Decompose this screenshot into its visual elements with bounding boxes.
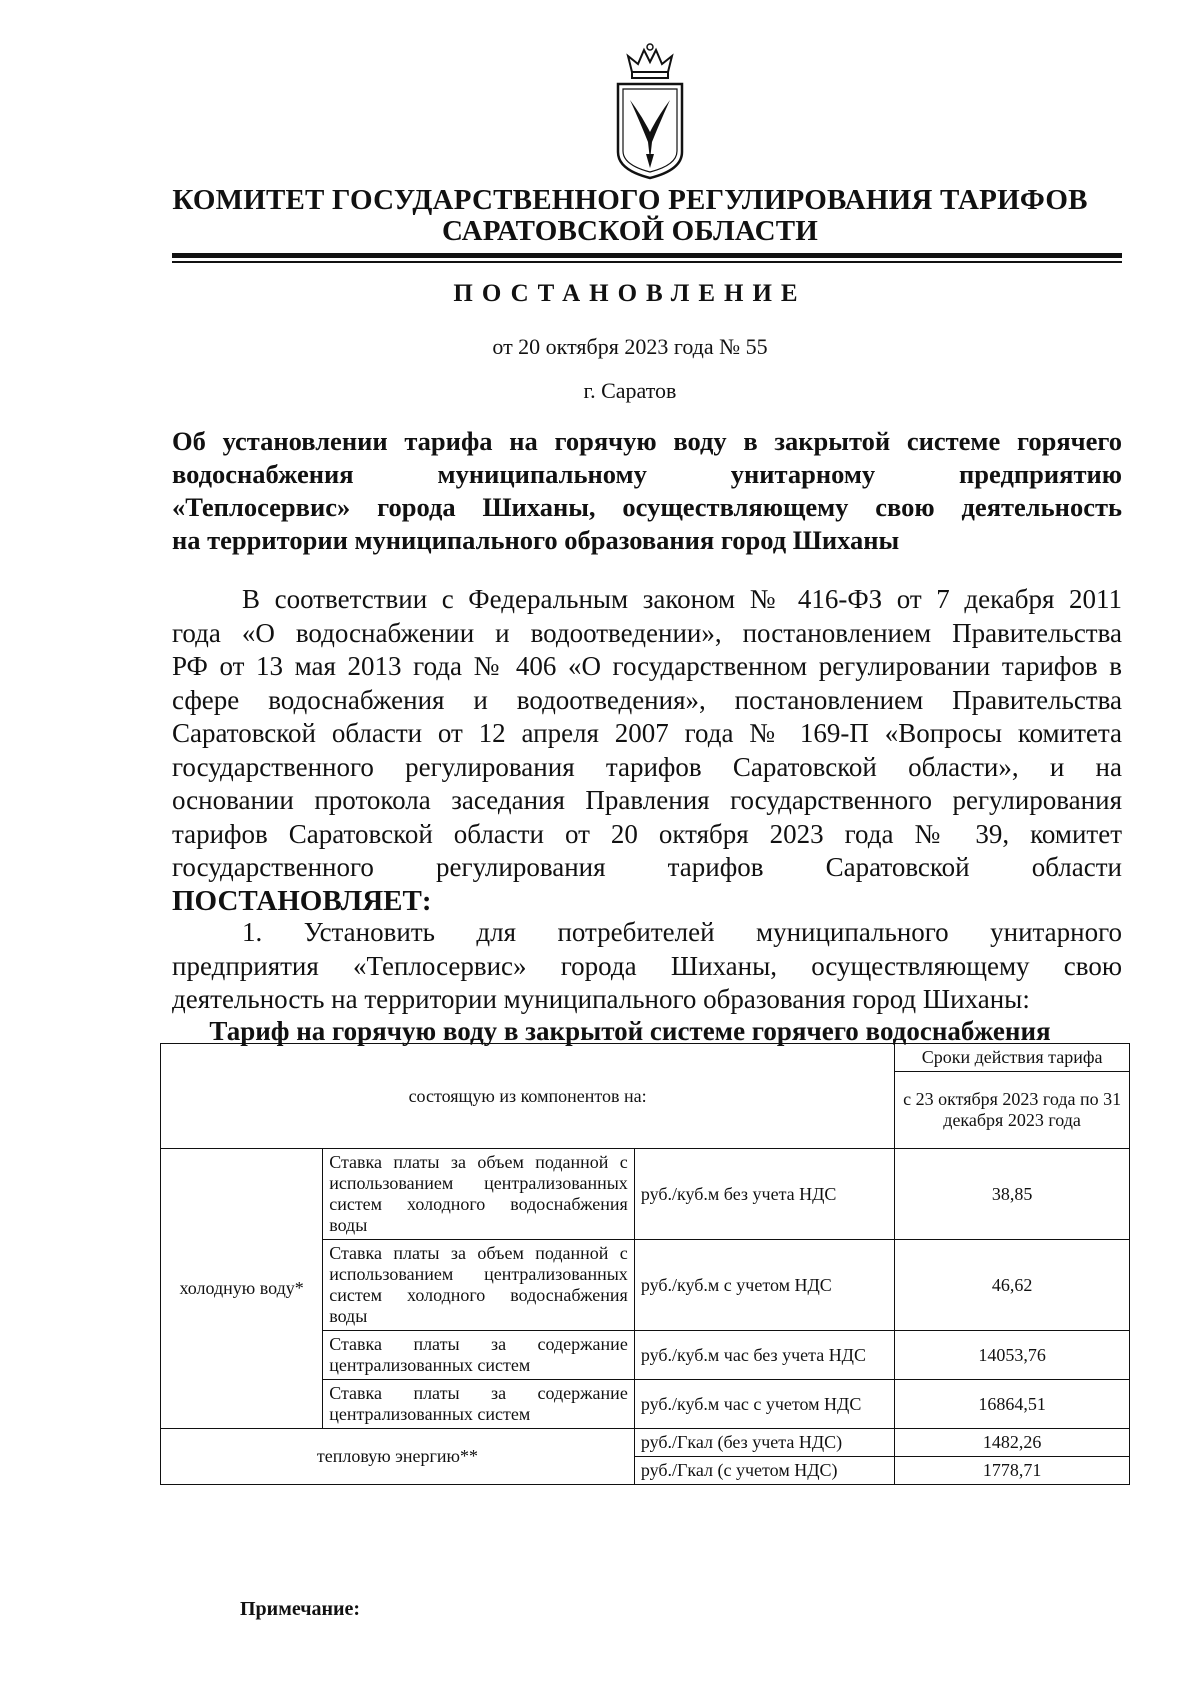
item-line: 1. Установить для потребителей муниципального унитарного [242,917,1122,947]
table-title: Тариф на горячую воду в закрытой системе горячего водоснабжения [209,1016,1051,1046]
resolves-heading: ПОСТАНОВЛЯЕТ: [172,884,432,917]
components-header-cell: состоящую из компонентов на: [161,1044,895,1149]
preamble-paragraph [172,583,1122,918]
item-line: деятельность на территории муниципального образования город Шиханы: [172,984,1030,1014]
value-cell: 1482,26 [895,1429,1130,1457]
unit-cell: руб./куб.м без учета НДС [634,1149,894,1240]
value-cell: 38,85 [895,1149,1130,1240]
document-city: г. Саратов [583,378,677,403]
table-row [161,1044,1130,1072]
unit-cell: руб./Гкал (с учетом НДС) [634,1457,894,1485]
preamble-line: Саратовской области от 12 апреля 2007 года № 169-П «Вопросы комитета [172,718,1122,748]
value-cell: 46,62 [895,1240,1130,1331]
rate-description-cell: Ставка платы за содержание централизованных систем [323,1331,635,1380]
title-line: Об установлении тарифа на горячую воду в закрытой системе горячего [172,426,1122,456]
table-row [161,1149,1130,1240]
item-line: предприятия «Теплосервис» города Шиханы, осуществляющему свою [172,950,1122,981]
value-cell: 16864,51 [895,1380,1130,1429]
period-header-cell: Сроки действия тарифа [895,1044,1130,1072]
preamble-line: РФ от 13 мая 2013 года № 406 «О государственном регулировании тарифов в [172,651,1122,681]
title-line: на территории муниципального образования город Шиханы [172,525,900,555]
preamble-line: государственного регулирования тарифов Саратовской области», и на [172,751,1122,782]
resolution-item-1 [172,916,1122,1017]
unit-cell: руб./куб.м час без учета НДС [634,1331,894,1380]
rate-description-cell: Ставка платы за объем поданной с использованием централизованных систем холодного водоснабжения воды [323,1240,635,1331]
organization-name-line1: КОМИТЕТ ГОСУДАРСТВЕННОГО РЕГУЛИРОВАНИЯ ТАРИФОВ [172,184,1088,216]
header-rule-thick [172,253,1122,258]
preamble-line: сфере водоснабжения и водоотведения», постановлением Правительства [172,684,1122,715]
unit-cell: руб./куб.м час с учетом НДС [634,1380,894,1429]
unit-cell: руб./куб.м с учетом НДС [634,1240,894,1331]
preamble-line: государственного регулирования тарифов Саратовской области [172,852,1122,882]
value-cell: 14053,76 [895,1331,1130,1380]
title-line: «Теплосервис» города Шиханы, осуществляющему свою деятельность [172,492,1122,522]
preamble-line: В соответствии с Федеральным законом № 416-ФЗ от 7 декабря 2011 [242,584,1122,614]
preamble-line: года «О водоснабжении и водоотведении», постановлением Правительства [172,617,1122,648]
heat-energy-label-cell: тепловую энергию** [161,1429,635,1485]
title-line: водоснабжения муниципальному унитарному предприятию [172,459,1122,489]
table-row [161,1429,1130,1457]
preamble-line: тарифов Саратовской области от 20 октября 2023 года № 39, комитет [172,818,1122,849]
header-rule-thin [172,261,1122,263]
document-title [172,425,1122,557]
preamble-line: основании протокола заседания Правления государственного регулирования [172,785,1122,815]
unit-cell: руб./Гкал (без учета НДС) [634,1429,894,1457]
organization-name-line2: САРАТОВСКОЙ ОБЛАСТИ [441,215,819,247]
document-type: ПОСТАНОВЛЕНИЕ [453,280,807,307]
period-cell: с 23 октября 2023 года по 31 декабря 2023 года [895,1072,1130,1149]
rate-description-cell: Ставка платы за объем поданной с использованием централизованных систем холодного водоснабжения воды [323,1149,635,1240]
document-date-number: от 20 октября 2023 года № 55 [492,334,768,359]
rate-description-cell: Ставка платы за содержание централизованных систем [323,1380,635,1429]
note-label: Примечание: [240,1598,361,1620]
coat-of-arms-emblem [610,42,690,180]
tariff-table [160,1043,1130,1485]
value-cell: 1778,71 [895,1457,1130,1485]
cold-water-label-cell: холодную воду* [161,1149,323,1429]
